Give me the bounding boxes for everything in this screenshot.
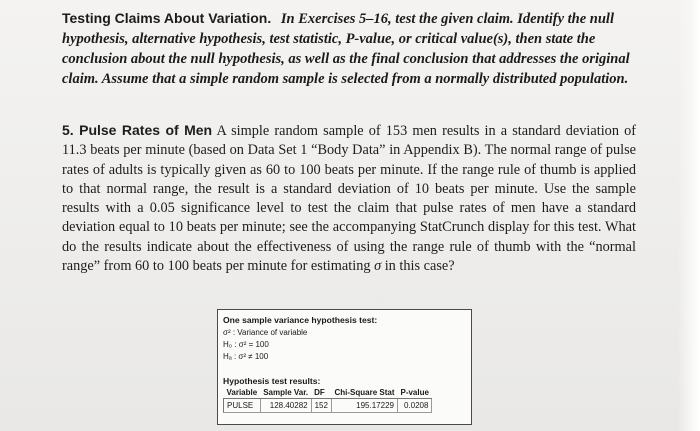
parameter-line: σ² : Variance of variable <box>223 328 308 337</box>
statcrunch-display <box>217 309 472 425</box>
results-title: Hypothesis test results: <box>223 376 321 386</box>
col-header: Variable <box>224 387 261 399</box>
col-header: Sample Var. <box>260 387 311 399</box>
exercise-body: A simple random sample of 153 men results in a standard deviation of 11.3 beats per minute (based on Data Set 1 “Body Data” in Appendix B). The normal range of pulse rates of adults is typically given as 60 to 100 beats per minute. If the range rule of thumb is applied to that normal range, the result is a standard deviation of 10 beats per minute. Use the sample results with a 0.05 significance level to test the claim that pulse rates of men have a standard deviation equal to 10 beats per minute; see the accompanying StatCrunch display for this test. What do the results indicate about the effectiveness of using the range rule of thumb with the “normal range” from 60 to 100 beats per minute for estimating <box>62 123 636 275</box>
results-table <box>223 387 432 413</box>
page-edge <box>678 0 700 431</box>
col-header: P-value <box>397 387 431 399</box>
exercise-5 <box>62 121 636 276</box>
table-row <box>224 399 432 413</box>
col-header: Chi-Square Stat <box>331 387 397 399</box>
alternative-hypothesis: Hₐ : σ² ≠ 100 <box>223 352 269 361</box>
null-hypothesis: H₀ : σ² = 100 <box>223 340 269 349</box>
results-header-row <box>224 387 432 399</box>
instructions-text: In Exercises 5–16, test the given claim. Identify the null hypothesis, alternative hypothesis, test statistic, P-value, or critical value(s), then state the conclusion about the null hypothesis, as well as the final conclusion that addresses the original claim. Assume that a simple random sample is selected from a normally distributed population. <box>62 11 630 87</box>
cell-chi-square: 195.17229 <box>331 399 397 413</box>
cell-p-value: 0.0208 <box>397 399 431 413</box>
cell-sample-var: 128.40282 <box>260 399 311 413</box>
statcrunch-title: One sample variance hypothesis test: <box>223 315 378 325</box>
sigma-symbol: σ <box>374 258 382 275</box>
section-instructions <box>62 8 642 89</box>
section-lead: Testing Claims About Variation. <box>62 10 272 26</box>
col-header: DF <box>311 387 331 399</box>
cell-df: 152 <box>311 399 331 413</box>
cell-variable: PULSE <box>224 399 261 413</box>
exercise-heading: 5. Pulse Rates of Men <box>62 122 213 138</box>
exercise-tail: in this case? <box>381 258 455 275</box>
